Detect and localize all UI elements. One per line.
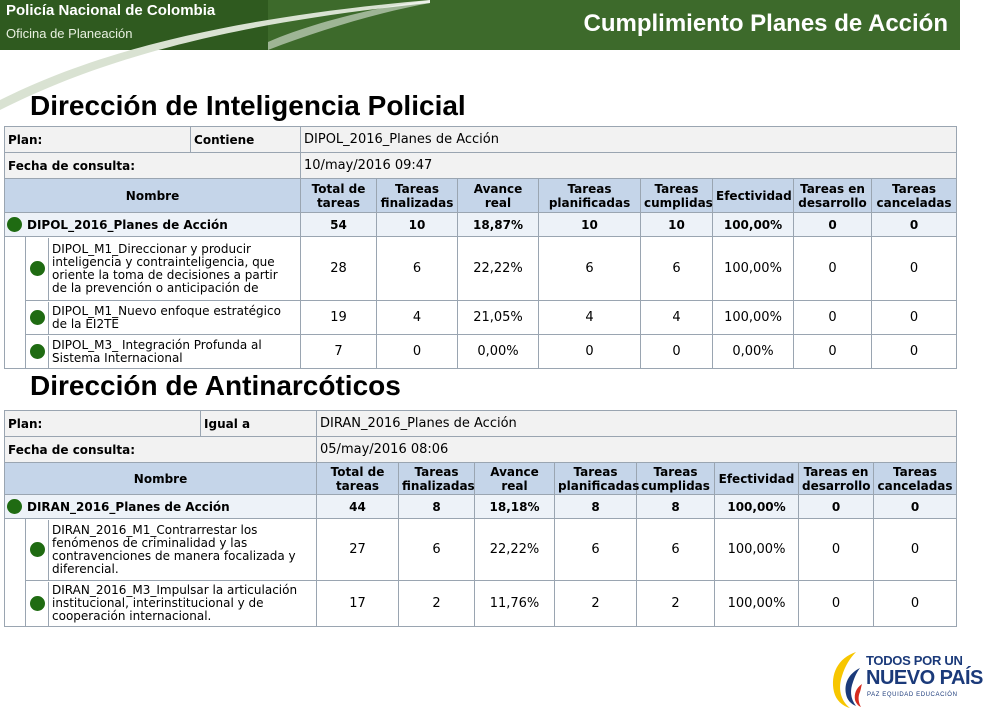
row-canceladas: 0	[872, 335, 957, 369]
summary-name[interactable]: DIPOL_2016_Planes de Acción	[27, 217, 228, 232]
column-header-row	[5, 463, 957, 495]
row-planificadas: 2	[555, 581, 637, 627]
row-name[interactable]: DIRAN_2016_M3_Impulsar la articulación institucional, interinstitucional y de cooperación internacional.	[48, 582, 313, 626]
col-tareas-canceladas[interactable]: Tareas canceladas	[874, 463, 957, 495]
row-desarrollo: 0	[794, 301, 872, 335]
table-row[interactable]	[5, 335, 957, 369]
row-efectividad: 100,00%	[713, 237, 794, 301]
summary-row[interactable]	[5, 213, 957, 237]
plan-operator: Contiene	[191, 127, 301, 153]
row-name[interactable]: DIPOL_M1_Nuevo enfoque estratégico de la EI2TE	[48, 302, 297, 334]
row-cumplidas: 4	[641, 301, 713, 335]
col-total-tareas[interactable]: Total de tareas	[301, 179, 377, 213]
row-planificadas: 4	[539, 301, 641, 335]
plan-value: DIPOL_2016_Planes de Acción	[301, 127, 957, 153]
row-desarrollo: 0	[799, 519, 874, 581]
row-name-cell	[26, 237, 301, 301]
row-finalizadas: 6	[399, 519, 475, 581]
logo-line1: TODOS POR UN	[866, 653, 963, 668]
row-cumplidas: 6	[641, 237, 713, 301]
summary-total: 44	[317, 495, 399, 519]
row-total: 27	[317, 519, 399, 581]
summary-name-cell	[5, 213, 301, 237]
plan-value: DIRAN_2016_Planes de Acción	[317, 411, 957, 437]
row-planificadas: 0	[539, 335, 641, 369]
row-avance: 22,22%	[458, 237, 539, 301]
col-avance-real[interactable]: Avance real	[475, 463, 555, 495]
colombia-flag-swoosh-icon	[826, 650, 866, 710]
col-tareas-en-desarrollo[interactable]: Tareas en desarrollo	[799, 463, 874, 495]
col-avance-real[interactable]: Avance real	[458, 179, 539, 213]
row-canceladas: 0	[874, 581, 957, 627]
row-cumplidas: 2	[637, 581, 715, 627]
report-table	[4, 410, 957, 627]
col-efectividad[interactable]: Efectividad	[715, 463, 799, 495]
row-finalizadas: 0	[377, 335, 458, 369]
row-total: 17	[317, 581, 399, 627]
report-table	[4, 126, 957, 369]
row-name-cell	[26, 335, 301, 369]
row-name-cell	[26, 581, 317, 627]
row-total: 19	[301, 301, 377, 335]
table-row[interactable]	[5, 581, 957, 627]
summary-desarrollo: 0	[799, 495, 874, 519]
summary-planificadas: 8	[555, 495, 637, 519]
col-tareas-planificadas[interactable]: Tareas planificadas	[539, 179, 641, 213]
summary-finalizadas: 8	[399, 495, 475, 519]
col-tareas-cumplidas[interactable]: Tareas cumplidas	[641, 179, 713, 213]
header-organization: Policía Nacional de Colombia	[6, 2, 216, 19]
col-total-tareas[interactable]: Total de tareas	[317, 463, 399, 495]
summary-efectividad: 100,00%	[715, 495, 799, 519]
col-tareas-en-desarrollo[interactable]: Tareas en desarrollo	[794, 179, 872, 213]
summary-planificadas: 10	[539, 213, 641, 237]
date-row	[5, 437, 957, 463]
row-efectividad: 100,00%	[715, 581, 799, 627]
plan-row	[5, 127, 957, 153]
summary-row[interactable]	[5, 495, 957, 519]
section-title: Dirección de Inteligencia Policial	[30, 90, 466, 121]
row-finalizadas: 4	[377, 301, 458, 335]
row-efectividad: 0,00%	[713, 335, 794, 369]
col-tareas-finalizadas[interactable]: Tareas finalizadas	[377, 179, 458, 213]
date-row	[5, 153, 957, 179]
row-desarrollo: 0	[794, 335, 872, 369]
todos-por-un-nuevo-pais-logo	[826, 648, 983, 714]
page-title: Cumplimiento Planes de Acción	[583, 10, 948, 37]
plan-operator: Igual a	[201, 411, 317, 437]
summary-avance: 18,18%	[475, 495, 555, 519]
status-dot-icon	[30, 310, 45, 325]
summary-desarrollo: 0	[794, 213, 872, 237]
summary-avance: 18,87%	[458, 213, 539, 237]
date-value: 05/may/2016 08:06	[317, 437, 957, 463]
row-planificadas: 6	[555, 519, 637, 581]
column-header-row	[5, 179, 957, 213]
summary-canceladas: 0	[874, 495, 957, 519]
row-name-cell	[26, 519, 317, 581]
summary-name[interactable]: DIRAN_2016_Planes de Acción	[27, 499, 230, 514]
header-office: Oficina de Planeación	[6, 26, 133, 41]
summary-finalizadas: 10	[377, 213, 458, 237]
summary-name-cell	[5, 495, 317, 519]
summary-cumplidas: 8	[637, 495, 715, 519]
row-cumplidas: 6	[637, 519, 715, 581]
table-row[interactable]	[5, 237, 957, 301]
status-dot-icon	[30, 542, 45, 557]
status-dot-icon	[30, 596, 45, 611]
col-nombre[interactable]: Nombre	[5, 179, 301, 213]
row-total: 7	[301, 335, 377, 369]
row-total: 28	[301, 237, 377, 301]
row-efectividad: 100,00%	[715, 519, 799, 581]
col-nombre[interactable]: Nombre	[5, 463, 317, 495]
date-value: 10/may/2016 09:47	[301, 153, 957, 179]
row-name[interactable]: DIPOL_M1_Direccionar y producir inteligencia y contrainteligencia, que oriente la toma de decisiones a partir de la prevención o anticipación de	[48, 238, 297, 300]
col-tareas-planificadas[interactable]: Tareas planificadas	[555, 463, 637, 495]
date-label: Fecha de consulta:	[5, 153, 301, 179]
row-planificadas: 6	[539, 237, 641, 301]
summary-canceladas: 0	[872, 213, 957, 237]
col-tareas-finalizadas[interactable]: Tareas finalizadas	[399, 463, 475, 495]
plan-label: Plan:	[5, 127, 191, 153]
logo-line3: PAZ EQUIDAD EDUCACIÓN	[867, 692, 958, 698]
status-dot-icon	[7, 217, 22, 232]
row-name[interactable]: DIPOL_M3_ Integración Profunda al Sistema Internacional	[48, 336, 297, 368]
col-efectividad[interactable]: Efectividad	[713, 179, 794, 213]
status-dot-icon	[7, 499, 22, 514]
indent-cell	[5, 301, 26, 335]
plan-label: Plan:	[5, 411, 201, 437]
table-row[interactable]	[5, 519, 957, 581]
date-label: Fecha de consulta:	[5, 437, 317, 463]
indent-cell	[5, 335, 26, 369]
status-dot-icon	[30, 261, 45, 276]
summary-cumplidas: 10	[641, 213, 713, 237]
row-cumplidas: 0	[641, 335, 713, 369]
logo-line2: NUEVO PAÍS	[866, 667, 983, 689]
indent-cell	[5, 237, 26, 301]
row-finalizadas: 2	[399, 581, 475, 627]
indent-cell	[5, 581, 26, 627]
row-avance: 0,00%	[458, 335, 539, 369]
row-desarrollo: 0	[794, 237, 872, 301]
status-dot-icon	[30, 344, 45, 359]
row-canceladas: 0	[872, 301, 957, 335]
summary-total: 54	[301, 213, 377, 237]
row-avance: 21,05%	[458, 301, 539, 335]
col-tareas-canceladas[interactable]: Tareas canceladas	[872, 179, 957, 213]
row-canceladas: 0	[874, 519, 957, 581]
row-avance: 22,22%	[475, 519, 555, 581]
row-desarrollo: 0	[799, 581, 874, 627]
row-name[interactable]: DIRAN_2016_M1_Contrarrestar los fenómenos de criminalidad y las contravenciones de manera focalizada y diferencial.	[48, 520, 313, 580]
indent-cell	[5, 519, 26, 581]
plan-row	[5, 411, 957, 437]
table-row[interactable]	[5, 301, 957, 335]
row-finalizadas: 6	[377, 237, 458, 301]
row-canceladas: 0	[872, 237, 957, 301]
row-efectividad: 100,00%	[713, 301, 794, 335]
summary-efectividad: 100,00%	[713, 213, 794, 237]
row-name-cell	[26, 301, 301, 335]
row-avance: 11,76%	[475, 581, 555, 627]
section-title: Dirección de Antinarcóticos	[30, 370, 401, 401]
col-tareas-cumplidas[interactable]: Tareas cumplidas	[637, 463, 715, 495]
